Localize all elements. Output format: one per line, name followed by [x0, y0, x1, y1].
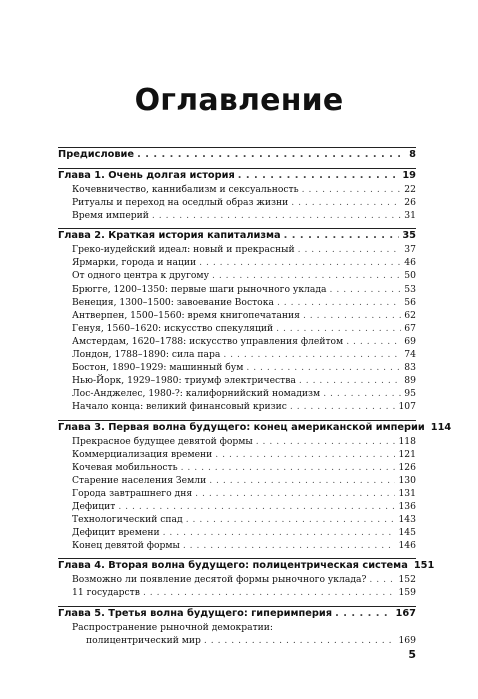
toc-chapter[interactable]	[58, 559, 435, 573]
leader-dots	[330, 283, 402, 296]
toc-subsection[interactable]	[58, 634, 416, 647]
toc-section[interactable]	[58, 387, 416, 400]
toc-label: Коммерциализация времени	[72, 448, 213, 460]
toc-page: 118	[398, 435, 416, 447]
toc-section[interactable]	[58, 183, 416, 196]
toc-page: 89	[404, 375, 416, 387]
toc-page: 169	[398, 634, 416, 646]
toc-label: Возможно ли появление десятой формы рыночного уклада?	[72, 574, 367, 586]
toc-label: Города завтрашнего дня	[72, 487, 193, 499]
toc-section[interactable]	[58, 573, 416, 586]
leader-dots	[204, 634, 396, 647]
toc-label: Амстердам, 1620–1788: искусство управления флейтом	[72, 335, 344, 347]
leader-dots	[346, 335, 401, 348]
toc-label: 11 государств	[72, 587, 140, 599]
toc-page: 69	[404, 335, 416, 347]
toc-page: 107	[398, 401, 416, 413]
toc-label: Бостон, 1890–1929: машинный бум	[72, 362, 244, 374]
toc-page: 31	[404, 210, 416, 222]
leader-dots	[186, 513, 396, 526]
toc-label: Антверпен, 1500–1560: время книгопечатания	[72, 309, 300, 321]
toc-label: Предисловие	[58, 149, 135, 160]
toc-page: 131	[398, 487, 416, 499]
toc-chapter[interactable]	[58, 148, 416, 162]
toc-section[interactable]	[58, 400, 416, 413]
toc-label: Глава 1. Очень долгая история	[58, 170, 235, 181]
toc-section[interactable]	[58, 322, 416, 335]
leader-dots	[183, 539, 396, 552]
toc-page: 126	[398, 461, 416, 473]
toc-page: 19	[402, 170, 416, 181]
leader-dots	[223, 348, 401, 361]
toc-section[interactable]	[58, 461, 416, 474]
toc-label: Дефицит	[72, 500, 116, 512]
toc-page: 136	[398, 500, 416, 512]
toc-label: Нью-Йорк, 1929–1980: триумф электричества	[72, 375, 296, 387]
toc-label: Технологический спад	[72, 514, 183, 526]
toc-chapter[interactable]	[58, 607, 416, 621]
leader-dots	[118, 500, 395, 513]
toc-page: 114	[430, 421, 452, 433]
toc-page: 56	[404, 296, 416, 308]
table-of-contents	[58, 147, 452, 647]
page-number: 5	[408, 648, 416, 661]
toc-page: 22	[404, 184, 416, 195]
toc-section[interactable]	[58, 526, 416, 539]
toc-page: 74	[404, 349, 416, 361]
toc-label: Старение населения Земли	[72, 474, 207, 486]
toc-label: Брюгге, 1200–1350: первые шаги рыночного уклада	[72, 283, 327, 295]
toc-page: 35	[402, 230, 416, 242]
toc-page: 145	[398, 527, 416, 539]
toc-label: Генуя, 1560–1620: искусство спекуляций	[72, 322, 274, 334]
toc-page: 159	[398, 587, 416, 599]
toc-section[interactable]	[58, 539, 416, 552]
leader-dots	[291, 196, 401, 209]
toc-page: 152	[398, 574, 416, 586]
leader-dots	[302, 183, 402, 196]
toc-page: 8	[409, 149, 416, 160]
toc-label: Распространение рыночной демократии:	[72, 621, 274, 633]
leader-dots	[209, 474, 395, 487]
toc-label: Глава 4. Вторая волна будущего: полицентрическая система	[58, 560, 408, 572]
toc-page: 143	[398, 514, 416, 526]
leader-dots	[276, 322, 401, 335]
toc-section[interactable]	[58, 500, 416, 513]
toc-label: Венеция, 1300–1500: завоевание Востока	[72, 296, 274, 308]
toc-label: Ритуалы и переход на оседлый образ жизни	[72, 197, 289, 209]
toc-label: Глава 3. Первая волна будущего: конец американской империи	[58, 421, 425, 433]
toc-label: Глава 2. Краткая история капитализма	[58, 230, 281, 242]
leader-dots	[238, 169, 400, 183]
toc-page: 46	[404, 257, 416, 269]
toc-label: Лос-Анджелес, 1980-?: калифорнийский номадизм	[72, 388, 321, 400]
toc-page: 37	[404, 244, 416, 256]
leader-dots	[298, 243, 402, 256]
toc-page: 95	[404, 388, 416, 400]
toc-section[interactable]	[58, 374, 416, 387]
toc-section[interactable]	[58, 586, 416, 599]
toc-label: Лондон, 1788–1890: сила пара	[72, 349, 221, 361]
toc-section[interactable]	[58, 435, 416, 448]
toc-label: Дефицит времени	[72, 527, 160, 539]
toc-label: Кочевая мобильность	[72, 461, 178, 473]
toc-section[interactable]	[58, 243, 416, 256]
toc-section[interactable]	[58, 196, 416, 209]
toc-label: Ярмарки, города и нации	[72, 257, 197, 269]
toc-chapter[interactable]	[58, 169, 416, 183]
leader-dots	[195, 487, 395, 500]
toc-label: Конец девятой формы	[72, 540, 180, 552]
toc-label: полицентрический мир	[86, 634, 201, 646]
toc-section[interactable]	[58, 209, 416, 222]
toc-label: Кочевничество, каннибализм и сексуальность	[72, 184, 299, 195]
leader-dots	[277, 296, 401, 309]
toc-page: 53	[404, 283, 416, 295]
page-title: Оглавление	[134, 83, 344, 118]
toc-label: Греко-иудейский идеал: новый и прекрасный	[72, 244, 295, 256]
leader-dots	[143, 586, 396, 599]
leader-dots	[199, 256, 401, 269]
leader-dots	[369, 573, 395, 586]
leader-dots	[152, 209, 401, 222]
leader-dots	[212, 269, 401, 282]
toc-section[interactable]	[58, 296, 416, 309]
toc-section[interactable]	[58, 448, 416, 461]
leader-dots	[163, 526, 396, 539]
toc-page: 62	[404, 309, 416, 321]
leader-dots	[246, 361, 401, 374]
toc-page: 26	[404, 197, 416, 209]
leader-dots	[323, 387, 401, 400]
toc-page: 50	[404, 270, 416, 282]
toc-label: Время империй	[72, 210, 149, 222]
toc-section[interactable]	[58, 474, 416, 487]
toc-section-head[interactable]	[58, 621, 416, 634]
toc-page: 146	[398, 540, 416, 552]
toc-chapter[interactable]	[58, 421, 452, 435]
leader-dots	[256, 435, 396, 448]
leader-dots	[303, 309, 401, 322]
toc-label: Начало конца: великий финансовый кризис	[72, 401, 287, 413]
toc-page: 67	[404, 322, 416, 334]
leader-dots	[181, 461, 396, 474]
toc-section[interactable]	[58, 487, 416, 500]
toc-page: 83	[404, 362, 416, 374]
toc-label: Глава 5. Третья волна будущего: гиперимперия	[58, 607, 333, 619]
leader-dots	[284, 229, 400, 243]
toc-page: 167	[395, 607, 416, 619]
toc-section[interactable]	[58, 269, 416, 282]
leader-dots	[215, 448, 395, 461]
toc-section[interactable]	[58, 335, 416, 348]
toc-page: 151	[413, 560, 435, 572]
toc-section[interactable]	[58, 348, 416, 361]
toc-section[interactable]	[58, 361, 416, 374]
toc-section[interactable]	[58, 283, 416, 296]
leader-dots	[137, 148, 406, 162]
toc-page: 121	[398, 448, 416, 460]
toc-section[interactable]	[58, 256, 416, 269]
toc-label: Прекрасное будущее девятой формы	[72, 435, 253, 447]
leader-dots	[290, 400, 396, 413]
toc-chapter[interactable]	[58, 229, 416, 243]
leader-dots	[299, 374, 401, 387]
leader-dots	[335, 607, 392, 621]
toc-page: 130	[398, 474, 416, 486]
toc-label: От одного центра к другому	[72, 270, 209, 282]
toc-section[interactable]	[58, 309, 416, 322]
toc-section[interactable]	[58, 513, 416, 526]
